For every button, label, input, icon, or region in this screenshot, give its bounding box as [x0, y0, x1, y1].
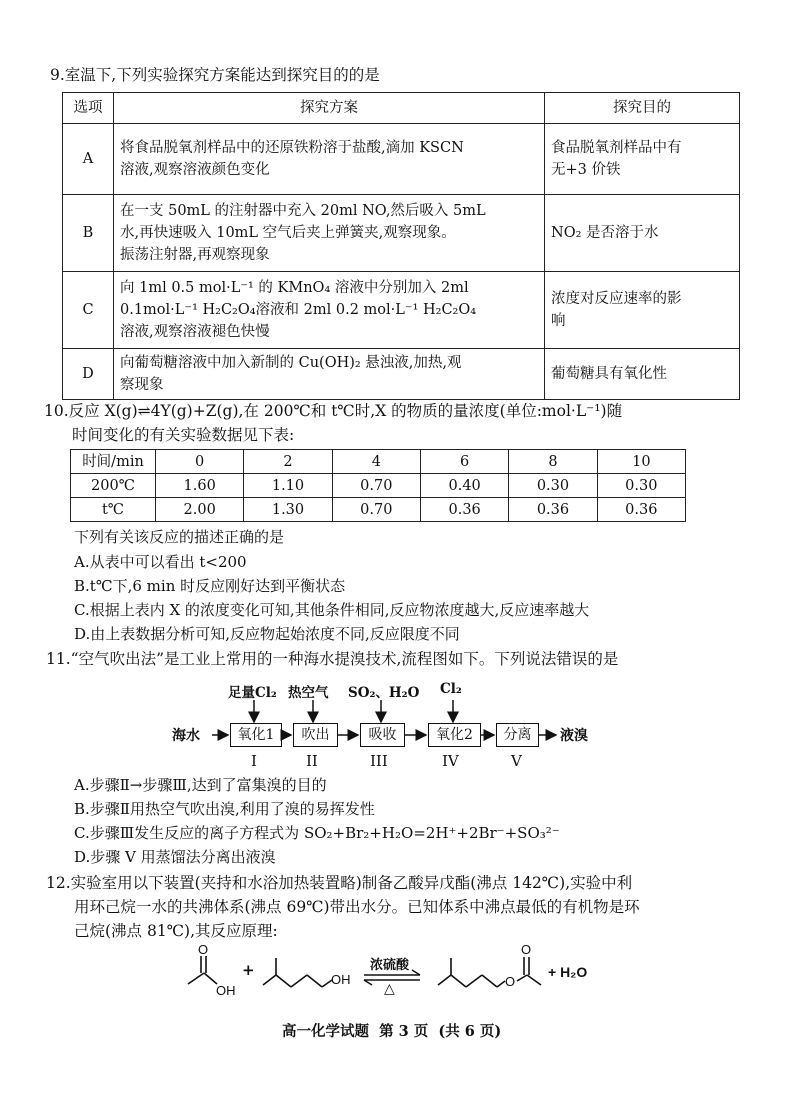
table-cell: 1.60 [156, 474, 244, 498]
option-cell: A [63, 124, 114, 195]
header-cell: 8 [509, 450, 597, 474]
flow-step-label: I [251, 752, 257, 770]
goal-line: 食品脱氧剂样品中有 [551, 140, 682, 156]
option-cell: D [63, 349, 114, 400]
option-cell: C [63, 272, 114, 349]
header-cell: 10 [597, 450, 685, 474]
flow-step-label: II [306, 752, 318, 770]
table-cell: 0.36 [597, 498, 685, 522]
alcohol-oh: OH [331, 972, 351, 987]
plan-line: 将食品脱氧剂样品中的还原铁粉溶于盐酸,滴加 KSCN [120, 140, 464, 156]
table-cell: 0.30 [509, 474, 597, 498]
q9-stem: 9.室温下,下列实验探究方案能达到探究目的的是 [50, 66, 380, 84]
acetic-acid-structure [188, 956, 217, 984]
flow-input-label: 足量Cl₂ [228, 685, 277, 701]
q10-option-d[interactable]: D.由上表数据分析可知,反应物起始浓度不同,反应限度不同 [74, 625, 460, 643]
flow-step-label: V [511, 752, 522, 770]
isoamyl-alcohol-structure [263, 958, 332, 987]
flow-box-oxidation1: 氧化1 [230, 723, 282, 747]
q11-stem: 11.“空气吹出法”是工业上常用的一种海水提溴技术,流程图如下。下列说法错误的是 [46, 650, 619, 668]
table-cell: 2.00 [156, 498, 244, 522]
plan-line: 溶液,观察溶液褪色快慢 [120, 324, 270, 340]
header-cell: 6 [420, 450, 508, 474]
q12-line3: 己烷(沸点 81℃),其反应原理: [74, 922, 278, 940]
header-cell: 选项 [63, 93, 114, 124]
row-label: 200℃ [71, 474, 156, 498]
header-cell: 2 [244, 450, 332, 474]
q11-option-a[interactable]: A.步骤Ⅱ→步骤Ⅲ,达到了富集溴的目的 [74, 776, 327, 794]
table-cell: 0.70 [332, 474, 420, 498]
table-cell: 0.40 [420, 474, 508, 498]
goal-line: 响 [551, 313, 566, 329]
q11-option-c[interactable]: C.步骤Ⅲ发生反应的离子方程式为 SO₂+Br₂+H₂O=2H⁺+2Br⁻+SO₃²⁻ [74, 824, 560, 842]
header-cell: 4 [332, 450, 420, 474]
plan-line: 向葡萄糖溶液中加入新制的 Cu(OH)₂ 悬浊液,加热,观 [120, 355, 462, 371]
plan-line: 振荡注射器,再观察现象 [120, 247, 270, 263]
option-cell: B [63, 195, 114, 272]
goal-line: 浓度对反应速率的影 [551, 291, 682, 307]
flow-step-label: III [370, 752, 388, 770]
reaction-plus: + [242, 961, 255, 979]
table-cell: 0.36 [509, 498, 597, 522]
plan-line: 水,再快速吸入 10mL 空气后夹上弹簧夹,观察现象。 [120, 225, 456, 241]
q12-line1: 12.实验室用以下装置(夹持和水浴加热装置略)制备乙酸异戊酯(沸点 142℃),实验中利 [46, 874, 633, 892]
table-cell: 0.36 [420, 498, 508, 522]
ester-carbonyl-o: O [521, 942, 532, 957]
page-footer: 高一化学试题 第 3 页 (共 6 页) [282, 1023, 502, 1040]
goal-line: 葡萄糖具有氧化性 [551, 366, 667, 382]
flow-input-label: 热空气 [288, 685, 329, 701]
plan-line: 在一支 50mL 的注射器中充入 20ml NO,然后吸入 5mL [120, 203, 486, 219]
row-label: t℃ [71, 498, 156, 522]
header-cell: 探究方案 [114, 93, 545, 124]
q11-option-b[interactable]: B.步骤Ⅱ用热空气吹出溴,利用了溴的易挥发性 [74, 800, 375, 818]
plan-line: 察现象 [120, 377, 164, 393]
table-cell: 0.70 [332, 498, 420, 522]
water-product: + H₂O [548, 964, 588, 980]
flow-box-separate: 分离 [496, 723, 539, 747]
header-cell: 时间/min [71, 450, 156, 474]
table-cell: 1.30 [244, 498, 332, 522]
flow-input-label: Cl₂ [440, 681, 462, 697]
plan-line: 向 1ml 0.5 mol·L⁻¹ 的 KMnO₄ 溶液中分别加入 2ml [120, 280, 469, 296]
q10-option-a[interactable]: A.从表中可以看出 t<200 [74, 553, 247, 571]
goal-line: NO₂ 是否溶于水 [551, 225, 659, 241]
acetic-acid-carbonyl-o: O [198, 942, 209, 957]
flow-input-label: SO₂、H₂O [348, 685, 420, 701]
q10-stem-line1: 10.反应 X(g)⇌4Y(g)+Z(g),在 200℃和 t℃时,X 的物质的量浓度(单位:mol·L⁻¹)随 [44, 402, 623, 420]
q12-line2: 用环己烷一水的共沸体系(沸点 69℃)带出水分。已知体系中沸点最低的有机物是环 [74, 898, 640, 916]
flow-box-blowout: 吹出 [293, 723, 338, 747]
q11-option-d[interactable]: D.步骤 V 用蒸馏法分离出液溴 [74, 848, 276, 866]
flow-end: 液溴 [560, 728, 588, 744]
plan-line: 溶液,观察溶液颜色变化 [120, 162, 270, 178]
catalyst-label: 浓硫酸 [370, 958, 410, 973]
ester-o: O [505, 974, 516, 989]
q10-stem-line2: 时间变化的有关实验数据见下表: [72, 426, 295, 444]
table-cell: 1.10 [244, 474, 332, 498]
isoamyl-acetate-structure [438, 957, 541, 987]
table-cell: 0.30 [597, 474, 685, 498]
flow-box-absorb: 吸收 [360, 723, 405, 747]
header-cell: 0 [156, 450, 244, 474]
heat-condition: △ [384, 981, 395, 997]
header-cell: 探究目的 [545, 93, 740, 124]
goal-line: 无+3 价铁 [551, 162, 621, 178]
plan-line: 0.1mol·L⁻¹ H₂C₂O₄溶液和 2ml 0.2 mol·L⁻¹ H₂C₂O₄ [120, 302, 477, 318]
q10-prompt: 下列有关该反应的描述正确的是 [74, 528, 285, 546]
flow-start: 海水 [172, 728, 200, 744]
flow-box-oxidation2: 氧化2 [428, 723, 481, 747]
acetic-acid-oh: OH [216, 983, 236, 998]
q10-option-c[interactable]: C.根据上表内 X 的浓度变化可知,其他条件相同,反应物浓度越大,反应速率越大 [74, 601, 590, 619]
flow-step-label: IV [442, 752, 459, 770]
q10-option-b[interactable]: B.t℃下,6 min 时反应刚好达到平衡状态 [74, 577, 346, 595]
